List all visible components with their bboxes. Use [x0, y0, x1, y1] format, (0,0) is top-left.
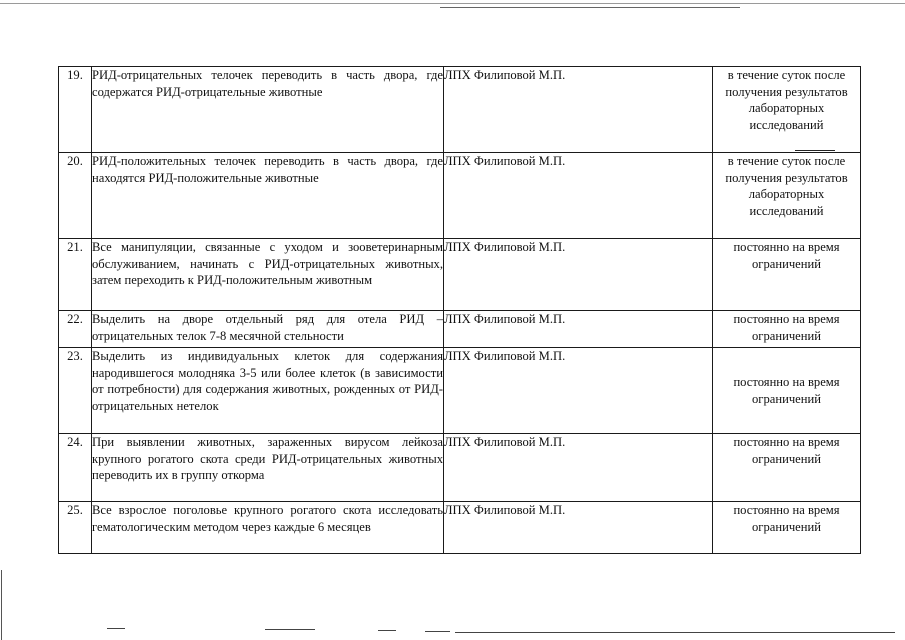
responsible-party: ЛПХ Филиповой М.П.: [444, 239, 713, 311]
measure-description: РИД-отрицательных телочек переводить в часть двора, где содержатся РИД-отрицательные животные: [92, 67, 444, 153]
row-number: 20.: [59, 153, 92, 239]
measure-description: Выделить из индивидуальных клеток для содержания народившегося молодняка 3-5 или более клеток (в зависимости от потребности) для содержания животных, рожденных от РИД-отрицательных нетелок: [92, 348, 444, 434]
scan-artifact-left-edge: [1, 570, 2, 640]
table-row: [59, 348, 861, 434]
responsible-party: ЛПХ Филиповой М.П.: [444, 311, 713, 348]
responsible-party: ЛПХ Филиповой М.П.: [444, 348, 713, 434]
responsible-party: ЛПХ Филиповой М.П.: [444, 67, 713, 153]
row-number: 25.: [59, 502, 92, 554]
table-row: [59, 434, 861, 502]
scan-artifact-top-line-dark: [440, 7, 740, 8]
responsible-party: ЛПХ Филиповой М.П.: [444, 153, 713, 239]
deadline: постоянно на время ограничений: [713, 434, 861, 502]
table-row: [59, 311, 861, 348]
row-number: 23.: [59, 348, 92, 434]
table-row: [59, 153, 861, 239]
measure-description: При выявлении животных, зараженных вирусом лейкоза крупного рогатого скота среди РИД-отрицательных животных переводить их в группу откорма: [92, 434, 444, 502]
row-number: 24.: [59, 434, 92, 502]
scan-artifact-bottom-dash: [378, 630, 396, 631]
scan-artifact-bottom-dash: [455, 632, 895, 633]
deadline: в течение суток после получения результатов лабораторных исследований: [713, 67, 861, 153]
measures-table: [58, 66, 861, 554]
deadline: постоянно на время ограничений: [713, 311, 861, 348]
scan-artifact-bottom-dash: [107, 628, 125, 629]
scan-artifact-bottom-dash: [265, 629, 315, 630]
table-row: [59, 239, 861, 311]
table-row: [59, 67, 861, 153]
scan-artifact-top-line: [0, 3, 905, 4]
deadline: постоянно на время ограничений: [713, 348, 861, 434]
row-number: 22.: [59, 311, 92, 348]
row-number: 19.: [59, 67, 92, 153]
deadline: в течение суток после получения результатов лабораторных исследований: [713, 153, 861, 239]
row-number: 21.: [59, 239, 92, 311]
measure-description: Выделить на дворе отдельный ряд для отела РИД – отрицательных телок 7-8 месячной стельности: [92, 311, 444, 348]
responsible-party: ЛПХ Филиповой М.П.: [444, 434, 713, 502]
measure-description: Все взрослое поголовье крупного рогатого скота исследовать гематологическим методом через каждые 6 месяцев: [92, 502, 444, 554]
scan-artifact-bottom-dash: [425, 631, 450, 632]
measure-description: РИД-положительных телочек переводить в часть двора, где находятся РИД-положительные животные: [92, 153, 444, 239]
measure-description: Все манипуляции, связанные с уходом и зооветеринарным обслуживанием, начинать с РИД-отрицательных животных, затем переходить к РИД-положительным животным: [92, 239, 444, 311]
deadline: постоянно на время ограничений: [713, 239, 861, 311]
table-row: [59, 502, 861, 554]
responsible-party: ЛПХ Филиповой М.П.: [444, 502, 713, 554]
deadline: постоянно на время ограничений: [713, 502, 861, 554]
